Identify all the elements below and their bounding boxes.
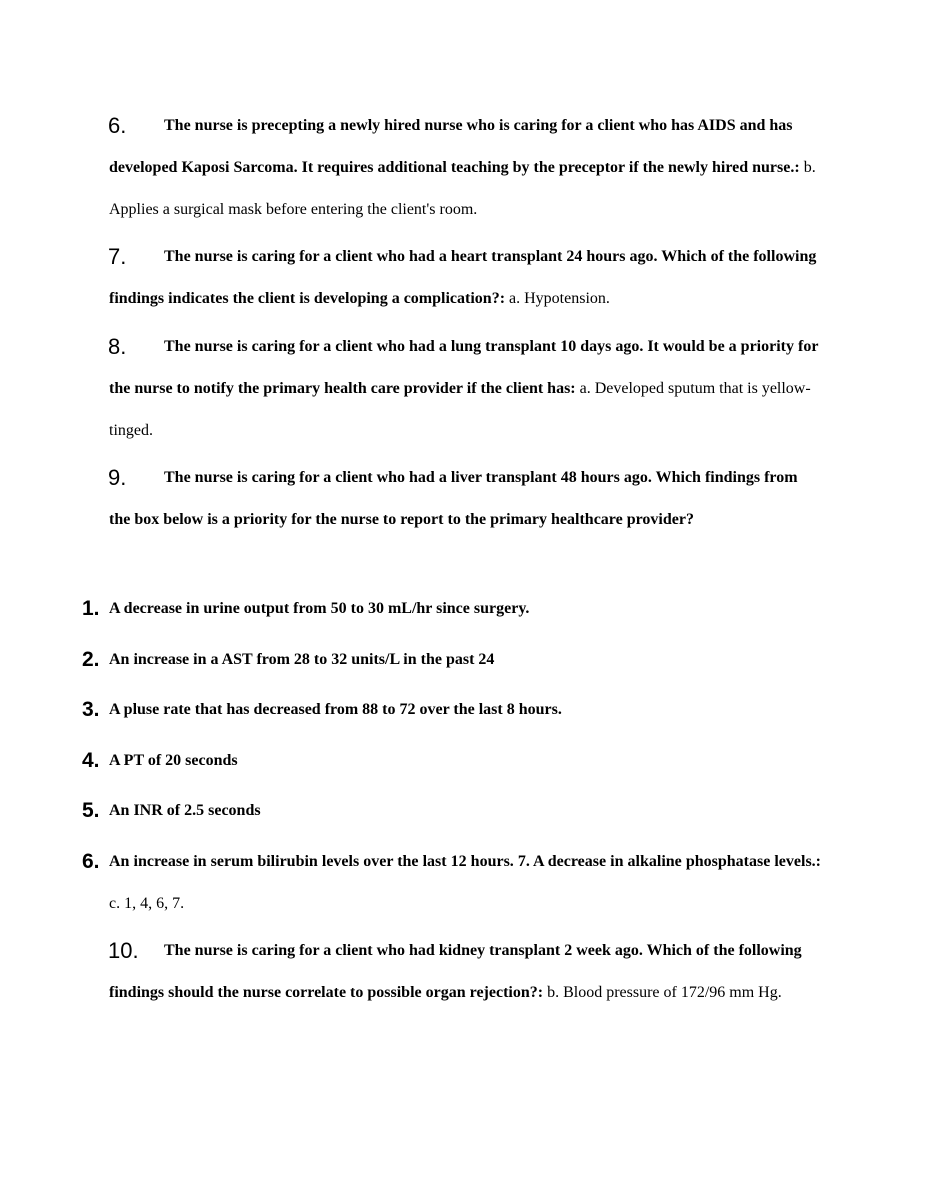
option-text: A PT of 20 seconds bbox=[109, 752, 238, 769]
question-stem: The nurse is caring for a client who had a heart transplant 24 hours ago. Which of the following findings indicates the client is developing a complication?: bbox=[109, 248, 817, 307]
option-text: An increase in a AST from 28 to 32 units/L in the past 24 bbox=[109, 651, 495, 668]
question-answer: a. Developed sputum that is yellow-tinged. bbox=[109, 380, 811, 439]
question-stem: The nurse is caring for a client who had a lung transplant 10 days ago. It would be a priority for the nurse to notify the primary health care provider if the client has: bbox=[109, 338, 819, 397]
option-text: An INR of 2.5 seconds bbox=[109, 802, 261, 819]
option-number: 5. bbox=[82, 799, 100, 822]
option-1 bbox=[82, 588, 821, 630]
question-number: 7. bbox=[108, 244, 127, 269]
question-text bbox=[109, 326, 821, 452]
option-4 bbox=[82, 740, 821, 782]
option-number: 2. bbox=[82, 648, 100, 671]
option-number: 1. bbox=[82, 597, 100, 620]
question-number: 10. bbox=[108, 938, 139, 963]
question-number: 9. bbox=[108, 465, 127, 490]
option-number: 4. bbox=[82, 749, 100, 772]
option-number: 3. bbox=[82, 698, 100, 721]
question-text bbox=[109, 236, 821, 320]
option-text: A decrease in urine output from 50 to 30 mL/hr since surgery. bbox=[109, 600, 530, 617]
question-answer: b. Blood pressure of 172/96 mm Hg. bbox=[543, 984, 782, 1001]
question-6 bbox=[109, 105, 821, 231]
option-answer: c. 1, 4, 6, 7. bbox=[109, 895, 185, 912]
question-text bbox=[109, 457, 821, 541]
question-text bbox=[109, 105, 821, 231]
option-number: 6. bbox=[82, 850, 100, 873]
question-10 bbox=[109, 930, 821, 1014]
question-stem: The nurse is caring for a client who had kidney transplant 2 week ago. Which of the following findings should the nurse correlate to possible organ rejection?: bbox=[109, 942, 802, 1001]
option-2 bbox=[82, 639, 821, 681]
question-answer: b. Applies a surgical mask before entering the client's room. bbox=[109, 159, 816, 218]
question-stem: The nurse is caring for a client who had a liver transplant 48 hours ago. Which findings from the box below is a priority for the nurse to report to the primary healthcare provider? bbox=[109, 469, 798, 528]
question-8 bbox=[109, 326, 821, 452]
question-9 bbox=[109, 457, 821, 541]
option-text: A pluse rate that has decreased from 88 to 72 over the last 8 hours. bbox=[109, 701, 562, 718]
option-5 bbox=[82, 790, 821, 832]
question-stem: The nurse is precepting a newly hired nurse who is caring for a client who has AIDS and has developed Kaposi Sarcoma. It requires additional teaching by the preceptor if the newly hired nurse.: bbox=[109, 117, 800, 176]
option-3 bbox=[82, 689, 821, 731]
question-7 bbox=[109, 236, 821, 320]
question-text bbox=[109, 930, 821, 1014]
option-6 bbox=[82, 841, 821, 925]
option-text-body: An increase in serum bilirubin levels over the last 12 hours. 7. A decrease in alkaline phosphatase levels.: bbox=[109, 853, 821, 870]
question-number: 6. bbox=[108, 113, 127, 138]
option-text bbox=[82, 841, 821, 925]
question-number: 8. bbox=[108, 334, 127, 359]
question-answer: a. Hypotension. bbox=[505, 290, 610, 307]
